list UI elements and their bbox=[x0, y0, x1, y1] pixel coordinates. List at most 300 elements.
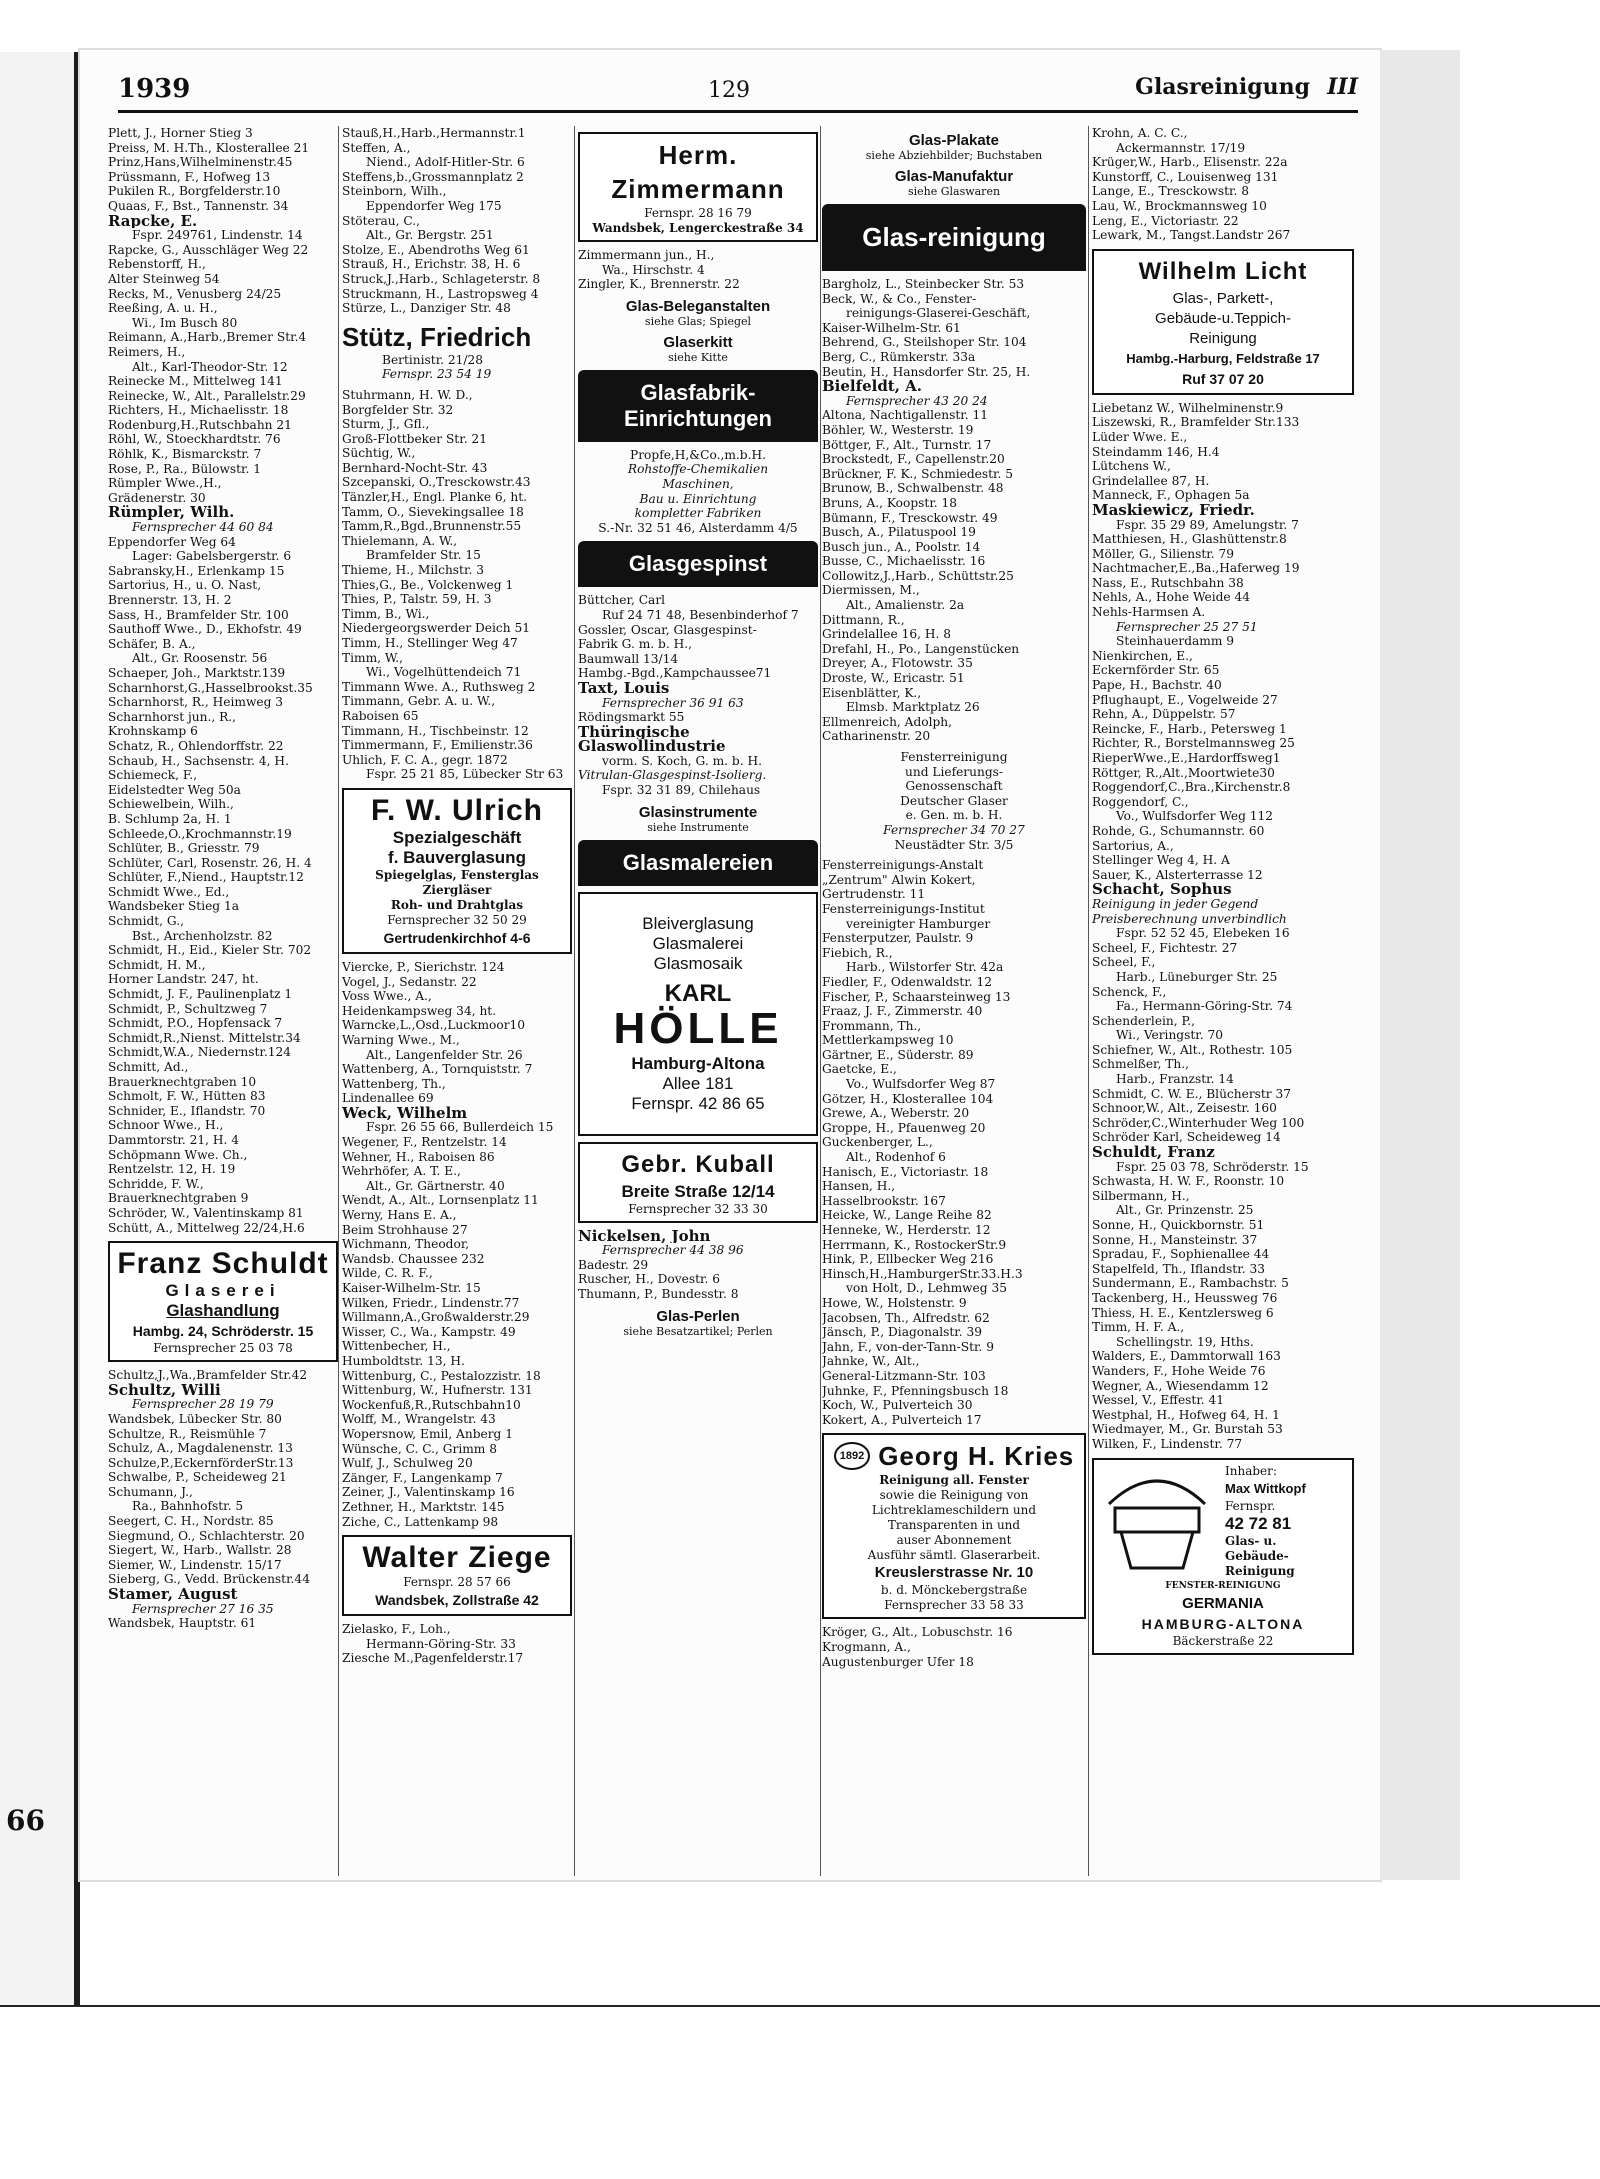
list-item: Fensterputzer, Paulstr. 9 bbox=[822, 931, 974, 946]
ad-line: Glas- u. bbox=[1225, 1533, 1277, 1548]
list-item: Schridde, F. W., bbox=[108, 1176, 204, 1191]
ad-zimmermann bbox=[578, 132, 818, 242]
list-item: Catharinenstr. 20 bbox=[822, 729, 931, 744]
list-item: Wulf, J., Schulweg 20 bbox=[342, 1456, 473, 1471]
list-item: Sauthoff Wwe., D., Ekhofstr. 49 bbox=[108, 622, 302, 637]
list-item: Stellinger Weg 4, H. A bbox=[1092, 853, 1230, 868]
entry-list bbox=[108, 1368, 338, 1631]
list-item: Beutin, H., Hansdorfer Str. 25, H. bbox=[822, 364, 1031, 379]
list-item: Brückner, F. K., Schmiedestr. 5 bbox=[822, 466, 1014, 481]
ad-phone: Fernsprecher 32 50 29 bbox=[387, 912, 527, 927]
header-year: 1939 bbox=[118, 74, 191, 104]
list-item: Raboisen 65 bbox=[342, 708, 419, 723]
list-item: Wegner, A., Wiesendamm 12 bbox=[1092, 1378, 1269, 1393]
list-item: Schütt, A., Mittelweg 22/24,H.6 bbox=[108, 1220, 305, 1235]
list-item: Grewe, A., Weberstr. 20 bbox=[822, 1106, 970, 1121]
list-item: Wendt, A., Alt., Lornsenplatz 11 bbox=[342, 1193, 539, 1208]
ad-street: Allee 181 bbox=[662, 1073, 734, 1093]
ad-arc-text: FENSTER-REINIGUNG bbox=[1165, 1580, 1281, 1591]
list-item: Wittenbecher, H., bbox=[342, 1339, 451, 1354]
list-item: Reeßing, A. u. H., bbox=[108, 301, 218, 316]
list-item: Humboldtstr. 13, H. bbox=[342, 1353, 465, 1368]
ad-city: HAMBURG-ALTONA bbox=[1141, 1615, 1305, 1632]
ad-address: Neustädter Str. 3/5 bbox=[894, 837, 1014, 852]
list-item: Krüger,W., Harb., Elisenstr. 22a bbox=[1092, 155, 1288, 170]
list-item: Fernsprecher 28 19 79 bbox=[132, 1397, 274, 1412]
list-item: Wandsbek, Lübecker Str. 80 bbox=[108, 1411, 282, 1426]
list-item: Herrmann, K., RostockerStr.9 bbox=[822, 1237, 1007, 1252]
list-item: Frommann, Th., bbox=[822, 1018, 922, 1033]
list-item: Grädenerstr. 30 bbox=[108, 490, 206, 505]
list-item: Augustenburger Ufer 18 bbox=[822, 1654, 974, 1669]
list-item: Timm, W., bbox=[342, 650, 404, 665]
list-item: Stapelfeld, Th., Iflandstr. 33 bbox=[1092, 1261, 1265, 1276]
list-item: Thumann, P., Bundesstr. 8 bbox=[578, 1287, 739, 1302]
list-item: Hanisch, E., Victoriastr. 18 bbox=[822, 1164, 989, 1179]
list-item: Steffens,b.,Grossmannplatz 2 bbox=[342, 169, 524, 184]
list-item: Willmann,A.,Großwalderstr.29 bbox=[342, 1310, 530, 1325]
list-item: Westphal, H., Hofweg 64, H. 1 bbox=[1092, 1407, 1280, 1422]
list-item: Hansen, H., bbox=[822, 1179, 896, 1194]
list-item: Schultz,J.,Wa.,Bramfelder Str.42 bbox=[108, 1368, 308, 1383]
list-item: Wandsbeker Stieg 1a bbox=[108, 899, 240, 914]
section-crossref: siehe Glaswaren bbox=[907, 185, 1001, 198]
list-item: RieperWwe.,E.,Hardorffsweg1 bbox=[1092, 751, 1281, 765]
column-rule bbox=[574, 126, 575, 1876]
list-item: Grindelallee 16, H. 8 bbox=[822, 627, 951, 642]
section-crossref: siehe Besatzartikel; Perlen bbox=[623, 1324, 773, 1338]
ad-street: Bäckerstraße 22 bbox=[1172, 1633, 1274, 1648]
list-item: Süchtig, W., bbox=[342, 446, 416, 461]
column-rule bbox=[338, 126, 339, 1876]
section-crossref: siehe Abziehbilder; Buchstaben bbox=[865, 149, 1043, 162]
list-item: Rebenstorff, H., bbox=[108, 257, 206, 272]
list-item: Beim Strohhause 27 bbox=[342, 1222, 468, 1237]
ad-line: Reinigung bbox=[1189, 329, 1257, 347]
list-item: Lau, W., Brockmannsweg 10 bbox=[1092, 198, 1267, 213]
list-item: Schaub, H., Sachsenstr. 4, H. bbox=[108, 753, 289, 768]
list-item: Wittenburg, C., Pestalozzistr. 18 bbox=[342, 1368, 541, 1383]
ad-stuetz bbox=[342, 322, 572, 382]
list-item: Warncke,L.,Osd.,Luckmoor10 bbox=[342, 1018, 526, 1033]
ad-line: Glasmosaik bbox=[653, 953, 743, 973]
list-item: Wandsbek, Hauptstr. 61 bbox=[108, 1616, 257, 1631]
list-item: Weck, Wilhelm bbox=[342, 1105, 468, 1121]
list-item: Schiemeck, F., bbox=[108, 768, 198, 783]
list-item: Kokert, A., Pulverteich 17 bbox=[822, 1412, 982, 1427]
list-item: Struck,J.,Harb., Schlageterstr. 8 bbox=[342, 271, 541, 286]
list-item: Steinborn, Wilh., bbox=[342, 184, 447, 199]
list-item: Jacobsen, Th., Alfredstr. 62 bbox=[822, 1310, 990, 1325]
ad-line: Gebäude-u.Teppich- bbox=[1155, 309, 1291, 327]
list-item: Fraaz, J. F., Zimmerstr. 40 bbox=[822, 1004, 983, 1019]
ad-line: b. d. Mönckebergstraße bbox=[880, 1583, 1028, 1598]
list-item: Sartorius, A., bbox=[1092, 838, 1174, 853]
list-item: Wi., Im Busch 80 bbox=[132, 315, 238, 330]
ad-line: Deutscher Glaser bbox=[900, 793, 1008, 808]
column-1 bbox=[108, 126, 338, 1631]
list-item: Schumann, J., bbox=[108, 1484, 193, 1499]
list-item: Eppendorfer Weg 64 bbox=[108, 534, 236, 549]
list-item: Schulz, A., Magdalenenstr. 13 bbox=[108, 1441, 293, 1456]
list-item: Viercke, P., Sierichstr. 124 bbox=[342, 959, 505, 974]
ad-address: Hambg.-Harburg, Feldstraße 17 bbox=[1126, 350, 1320, 366]
list-item: Wi., Vogelhüttendeich 71 bbox=[366, 665, 522, 680]
scanner-background bbox=[0, 2005, 1600, 2179]
list-item: Zeiner, J., Valentinskamp 16 bbox=[342, 1485, 515, 1500]
list-item: von Holt, D., Lehmweg 35 bbox=[846, 1281, 1007, 1296]
list-item: Silbermann, H., bbox=[1092, 1188, 1190, 1203]
list-item: Bümann, F., Tresckowstr. 49 bbox=[822, 510, 998, 525]
list-item: Röhlk, K., Bismarckstr. 7 bbox=[108, 447, 262, 462]
list-item: Drefahl, H., Po., Langenstücken bbox=[822, 641, 1020, 656]
ad-line: Glaserei bbox=[165, 1281, 281, 1301]
column-rule bbox=[1088, 126, 1089, 1876]
list-item: Rapcke, E. bbox=[108, 213, 198, 229]
list-item: Pape, H., Bachstr. 40 bbox=[1092, 678, 1222, 693]
ad-genossenschaft bbox=[822, 750, 1086, 852]
ad-line: kompletter Fabriken bbox=[634, 506, 762, 521]
ad-phone-label: Fernspr. bbox=[1225, 1498, 1276, 1513]
list-item: Wolff, M., Wrangelstr. 43 bbox=[342, 1412, 496, 1427]
list-item: Fspr. 25 21 85, Lübecker Str 63 bbox=[366, 767, 564, 782]
list-item: Jahnke, W., Alt., bbox=[822, 1354, 920, 1369]
list-item: Timmann Wwe. A., Ruthsweg 2 bbox=[342, 679, 536, 694]
section-heading: Glas-Manufaktur bbox=[894, 168, 1014, 185]
list-item: Wanders, F., Hohe Weide 76 bbox=[1092, 1363, 1266, 1378]
ad-address: Gertrudenkirchhof 4-6 bbox=[383, 929, 531, 946]
list-item: Dreyer, A., Flotowstr. 35 bbox=[822, 656, 973, 671]
list-item: Alt., Gr. Gärtnerstr. 40 bbox=[366, 1178, 505, 1193]
list-item: Fernsprecher 36 91 63 bbox=[602, 695, 744, 710]
list-item: Schlüter, B., Griesstr. 79 bbox=[108, 841, 260, 856]
list-item: Fiebich, R., bbox=[822, 945, 893, 960]
list-item: Wegener, F., Rentzelstr. 14 bbox=[342, 1135, 507, 1150]
header-page-number: 129 bbox=[708, 78, 750, 103]
ad-germania bbox=[1092, 1458, 1354, 1655]
list-item: Ackermannstr. 17/19 bbox=[1116, 140, 1246, 155]
list-item: Wopersnow, Emil, Anberg 1 bbox=[342, 1426, 513, 1441]
ad-phone: Fernspr. 28 57 66 bbox=[403, 1575, 511, 1590]
list-item: Sturm, J., Gfl., bbox=[342, 417, 430, 432]
list-item: Steinhauerdamm 9 bbox=[1116, 634, 1235, 649]
list-item: Heidenkampsweg 34, ht. bbox=[342, 1003, 497, 1018]
list-item: Hermann-Göring-Str. 33 bbox=[366, 1636, 516, 1651]
list-item: Prinz,Hans,Wilhelminenstr.45 bbox=[108, 155, 293, 170]
list-item: Busch jun., A., Poolstr. 14 bbox=[822, 539, 981, 554]
list-item: Mettlerkampsweg 10 bbox=[822, 1033, 954, 1048]
section-banner: Glasfabrik-Einrichtungen bbox=[578, 370, 818, 442]
list-item: Hinsch,H.,HamburgerStr.33.H.3 bbox=[822, 1266, 1023, 1281]
ad-georg-kries bbox=[822, 1433, 1086, 1619]
list-item: Sass, H., Bramfelder Str. 100 bbox=[108, 607, 289, 622]
list-item: Vo., Wulfsdorfer Weg 112 bbox=[1116, 809, 1274, 824]
ad-propfe bbox=[578, 448, 818, 536]
list-item: Groß-Flottbeker Str. 21 bbox=[342, 431, 487, 446]
list-item: Nickelsen, John bbox=[578, 1228, 711, 1244]
list-item: Schmidt, P., Schultzweg 7 bbox=[108, 1001, 268, 1016]
list-item: Schnoor Wwe., H., bbox=[108, 1118, 224, 1133]
list-item: Rose, P., Ra., Bülowstr. 1 bbox=[108, 461, 262, 476]
list-item: Fernsprecher 27 16 35 bbox=[132, 1601, 274, 1616]
list-item: Rapcke, G., Ausschläger Weg 22 bbox=[108, 242, 309, 257]
column-4 bbox=[822, 126, 1086, 1669]
list-item: „Zentrum" Alwin Kokert, bbox=[822, 872, 976, 887]
ad-phone: Fernsprecher 33 58 33 bbox=[884, 1598, 1024, 1613]
list-item: Schiefner, W., Alt., Rothestr. 105 bbox=[1092, 1042, 1293, 1057]
list-item: Seegert, C. H., Nordstr. 85 bbox=[108, 1514, 274, 1529]
list-item: Ziche, C., Lattenkamp 98 bbox=[342, 1514, 499, 1529]
section-crossref: siehe Kitte bbox=[668, 350, 728, 364]
list-item: Reimers, H., bbox=[108, 344, 186, 359]
list-item: Wilde, C. R. F., bbox=[342, 1266, 433, 1281]
list-item: Alter Steinweg 54 bbox=[108, 271, 220, 286]
list-item: Henneke, W., Herderstr. 12 bbox=[822, 1223, 991, 1237]
ad-first-name: KARL bbox=[664, 979, 732, 1007]
list-item: Alt., Gr. Roosenstr. 56 bbox=[132, 651, 268, 666]
list-item: Glaswollindustrie bbox=[578, 739, 726, 754]
list-item: Schaeper, Joh., Marktstr.139 bbox=[108, 665, 286, 680]
list-item: Schmidt,W.A., Niedernstr.124 bbox=[108, 1045, 291, 1060]
list-item: Thies, P., Talstr. 59, H. 3 bbox=[342, 592, 492, 607]
list-item: Vitrulan-Glasgespinst-Isolierg. bbox=[578, 768, 767, 783]
list-item: Nass, E., Rutschbahn 38 bbox=[1092, 575, 1244, 590]
list-item: Alt., Gr. Bergstr. 251 bbox=[366, 228, 494, 243]
ad-name: Propfe,H,&Co.,m.b.H. bbox=[630, 447, 766, 462]
ad-line: Roh- und Drahtglas bbox=[390, 897, 524, 912]
column-3 bbox=[578, 126, 818, 1344]
list-item: Fspr. 25 03 78, Schröderstr. 15 bbox=[1116, 1159, 1309, 1174]
list-item: Hink, P., Ellbecker Weg 216 bbox=[822, 1252, 994, 1267]
list-item: Schenderlein, P., bbox=[1092, 1013, 1196, 1028]
list-item: Sonne, H., Mansteinstr. 37 bbox=[1092, 1232, 1258, 1247]
list-item: Szcepanski, O.,Tresckowstr.43 bbox=[342, 475, 531, 490]
list-item: Alt., Amalienstr. 2a bbox=[846, 598, 965, 613]
list-item: General-Litzmann-Str. 103 bbox=[822, 1368, 986, 1383]
ad-phone: Fernspr. 42 86 65 bbox=[631, 1093, 765, 1113]
list-item: Krohn, A. C. C., bbox=[1092, 126, 1188, 140]
list-item: Lewark, M., Tangst.Landstr 267 bbox=[1092, 228, 1291, 243]
ad-line: Gebäude- bbox=[1225, 1548, 1289, 1563]
list-item: Richters, H., Michaelisstr. 18 bbox=[108, 403, 289, 418]
list-item: Heicke, W., Lange Reihe 82 bbox=[822, 1208, 992, 1223]
list-item: Uhlich, F. C. A., gegr. 1872 bbox=[342, 752, 508, 767]
ad-city: Hamburg-Altona bbox=[631, 1053, 765, 1073]
ad-karl-hoelle bbox=[578, 892, 818, 1136]
list-item: Fernsprecher 25 27 51 bbox=[1116, 619, 1258, 634]
list-item: Schmidt Wwe., Ed., bbox=[108, 884, 230, 899]
list-item: Scharnhorst jun., R., bbox=[108, 709, 237, 724]
list-item: Preiss, M. H.Th., Klosterallee 21 bbox=[108, 140, 310, 155]
list-item: Reinecke, W., Alt., Parallelstr.29 bbox=[108, 388, 306, 403]
list-item: Pukilen R., Borgfelderstr.10 bbox=[108, 184, 281, 199]
list-item: Roggendorf,C.,Bra.,Kirchenstr.8 bbox=[1092, 780, 1291, 795]
list-item: Sabransky,H., Erlenkamp 15 bbox=[108, 563, 285, 578]
ad-name: Franz Schuldt bbox=[117, 1247, 329, 1281]
list-item: Guckenberger, L., bbox=[822, 1135, 933, 1150]
list-item: reinigungs-Glaserei-Geschäft, bbox=[846, 306, 1031, 321]
ad-address: Wandsbek, Zollstraße 42 bbox=[375, 1592, 539, 1609]
list-item: Schmidt,R.,Nienst. Mittelstr.34 bbox=[108, 1030, 301, 1045]
list-item: Tackenberg, H., Heussweg 76 bbox=[1092, 1290, 1278, 1305]
list-item: Fensterreinigungs-Institut bbox=[822, 901, 985, 916]
list-item: Vo., Wulfsdorfer Weg 87 bbox=[846, 1077, 996, 1092]
list-item: Möller, G., Silienstr. 79 bbox=[1092, 546, 1234, 561]
list-item: Zingler, K., Brennerstr. 22 bbox=[578, 277, 740, 292]
list-item: Nienkirchen, E., bbox=[1092, 648, 1193, 663]
ad-line: Lichtreklameschildern und bbox=[871, 1503, 1037, 1518]
list-item: Alt., Rodenhof 6 bbox=[846, 1150, 946, 1165]
list-item: Maskiewicz, Friedr. bbox=[1092, 502, 1255, 518]
list-item: Gärtner, E., Süderstr. 89 bbox=[822, 1047, 974, 1062]
entry-list bbox=[578, 1229, 818, 1302]
list-item: Hasselbrookstr. 167 bbox=[822, 1193, 946, 1208]
list-item: Koch, W., Pulverteich 30 bbox=[822, 1398, 973, 1413]
ad-line: Glas-, Parkett-, bbox=[1172, 289, 1274, 307]
list-item: Strauß, H., Erichstr. 38, H. 6 bbox=[342, 257, 521, 272]
list-item: Lütchens W., bbox=[1092, 459, 1171, 474]
list-item: Schmolt, F. W., Hütten 83 bbox=[108, 1089, 266, 1104]
list-item: Reinecke M., Mittelweg 141 bbox=[108, 374, 283, 389]
list-item: Wehner, H., Raboisen 86 bbox=[342, 1149, 495, 1164]
ad-name: Herm. Zimmermann bbox=[611, 140, 785, 204]
list-item: Fspr. 26 55 66, Bullerdeich 15 bbox=[366, 1120, 554, 1135]
ad-line: Glasmalerei bbox=[652, 933, 744, 953]
list-item: Fiedler, F., Odenwaldstr. 12 bbox=[822, 974, 993, 989]
list-item: Harb., Franzstr. 14 bbox=[1116, 1072, 1234, 1087]
list-item: Schenck, F., bbox=[1092, 984, 1167, 999]
list-item: Wünsche, C. C., Grimm 8 bbox=[342, 1441, 497, 1456]
list-item: Eckernförder Str. 65 bbox=[1092, 663, 1220, 678]
list-item: Götzer, H., Klosterallee 104 bbox=[822, 1091, 994, 1106]
list-item: Diermissen, M., bbox=[822, 583, 920, 598]
list-item: Rümpler, Wilh. bbox=[108, 505, 235, 521]
list-item: Schröder Karl, Scheideweg 14 bbox=[1092, 1130, 1281, 1145]
ad-address: Hambg. 24, Schröderstr. 15 bbox=[132, 1323, 314, 1340]
column-rule bbox=[820, 126, 821, 1876]
ad-line: auser Abonnement bbox=[896, 1533, 1012, 1548]
ad-phone: 42 72 81 bbox=[1225, 1513, 1292, 1533]
list-item: Schmidt, G., bbox=[108, 914, 184, 929]
list-item: Thiess, H. E., Kentzlersweg 6 bbox=[1092, 1305, 1274, 1320]
list-item: Nachtmacher,E.,Ba.,Haferweg 19 bbox=[1092, 561, 1300, 576]
ad-franz-schuldt bbox=[108, 1241, 338, 1362]
list-item: Thielemann, A. W., bbox=[342, 533, 458, 548]
list-item: Schultze, R., Reismühle 7 bbox=[108, 1426, 267, 1441]
list-item: Steffen, A., bbox=[342, 140, 411, 155]
list-item: vereinigter Hamburger bbox=[846, 916, 991, 931]
list-item: Reincke, F., Harb., Petersweg 1 bbox=[1092, 721, 1287, 736]
header-volume: III bbox=[1327, 74, 1358, 100]
entry-list bbox=[342, 388, 572, 782]
list-item: Alt., Langenfelder Str. 26 bbox=[366, 1047, 523, 1062]
list-item: Wisser, C., Wa., Kampstr. 49 bbox=[342, 1324, 516, 1339]
list-item: Bielfeldt, A. bbox=[822, 379, 923, 394]
list-item: Preisberechnung unverbindlich bbox=[1092, 911, 1287, 926]
list-item: Schnoor,W., Alt., Zeisestr. 160 bbox=[1092, 1101, 1277, 1116]
list-item: Fernsprecher 44 60 84 bbox=[132, 520, 274, 535]
list-item: Wi., Veringstr. 70 bbox=[1116, 1028, 1223, 1043]
list-item: Schmidt, H., Eid., Kieler Str. 702 bbox=[108, 943, 312, 958]
list-item: Schleede,O.,Krochmannstr.19 bbox=[108, 826, 292, 841]
list-item: Brauerknechtgraben 10 bbox=[108, 1074, 257, 1089]
list-item: Groppe, H., Pfauenweg 20 bbox=[822, 1120, 986, 1135]
list-item: Brauerknechtgraben 9 bbox=[108, 1191, 249, 1206]
ad-line: Bau u. Einrichtung bbox=[639, 491, 757, 506]
list-item: Timmann, H., Tischbeinstr. 12 bbox=[342, 723, 529, 738]
list-item: Ellmenreich, Adolph, bbox=[822, 714, 953, 729]
list-item: Wattenberg, Th., bbox=[342, 1076, 446, 1091]
ad-line: Reinigung all. Fenster bbox=[879, 1473, 1029, 1488]
list-item: Schmelßer, Th., bbox=[1092, 1057, 1190, 1072]
entry-list bbox=[822, 277, 1086, 744]
list-item: Stuhrmann, H. W. D., bbox=[342, 387, 473, 402]
list-item: Thieme, H., Milchstr. 3 bbox=[342, 563, 484, 578]
list-item: Tänzler,H., Engl. Planke 6, ht. bbox=[342, 490, 528, 505]
list-item: vorm. S. Koch, G. m. b. H. bbox=[602, 753, 762, 768]
ad-name: HÖLLE bbox=[613, 1003, 783, 1053]
list-item: Fischer, P., Schaarsteinweg 13 bbox=[822, 989, 1011, 1004]
ad-phone: Fernsprecher 25 03 78 bbox=[153, 1341, 293, 1356]
list-item: Sauer, K., Alsterterrasse 12 bbox=[1092, 867, 1263, 882]
list-item: Stauß,H.,Harb.,Hermannstr.1 bbox=[342, 126, 526, 140]
ad-line: Ausführ sämtl. Glaserarbeit. bbox=[867, 1548, 1041, 1563]
list-item: Stolze, E., Abendroths Weg 61 bbox=[342, 242, 530, 257]
list-item: Harb., Wilstorfer Str. 42a bbox=[846, 960, 1004, 975]
list-item: Scheel, F., Fichtestr. 27 bbox=[1092, 940, 1238, 955]
list-item: Behrend, G., Steilshoper Str. 104 bbox=[822, 335, 1027, 350]
ad-name: Gebr. Kuball bbox=[621, 1150, 775, 1178]
list-item: Schatz, R., Ohlendorffstr. 22 bbox=[108, 738, 284, 753]
list-item: Rohde, G., Schumannstr. 60 bbox=[1092, 823, 1265, 838]
list-item: Schlüter, Carl, Rosenstr. 26, H. 4 bbox=[108, 855, 312, 870]
ad-address: Kreuslerstrasse Nr. 10 bbox=[874, 1564, 1034, 1582]
list-item: Ra., Bahnhofstr. 5 bbox=[132, 1499, 244, 1514]
list-item: Timm, B., Wi., bbox=[342, 606, 430, 621]
list-item: Ziesche M.,Pagenfelderstr.17 bbox=[342, 1651, 524, 1666]
list-item: Timmann, Gebr. A. u. W., bbox=[342, 694, 496, 709]
list-item: Fensterreinigungs-Anstalt bbox=[822, 858, 984, 873]
list-item: Fspr. 249761, Lindenstr. 14 bbox=[132, 228, 303, 243]
entry-list bbox=[342, 126, 572, 316]
ad-line: Ziergläser bbox=[422, 882, 492, 897]
entry-list bbox=[578, 248, 818, 292]
list-item: Droste, W., Ericastr. 51 bbox=[822, 671, 965, 686]
ad-owner-block bbox=[1225, 1464, 1306, 1579]
list-item: Hambg.-Bgd.,Kampchaussee71 bbox=[578, 666, 772, 681]
list-item: Bargholz, L., Steinbecker Str. 53 bbox=[822, 277, 1025, 291]
list-item: Jänsch, P., Diagonalstr. 39 bbox=[822, 1325, 983, 1340]
entry-list bbox=[822, 1625, 1086, 1669]
list-item: Schmidt, P.O., Hopfensack 7 bbox=[108, 1016, 283, 1031]
list-item: Plett, J., Horner Stieg 3 bbox=[108, 126, 253, 140]
ad-owner: Max Wittkopf bbox=[1225, 1480, 1306, 1496]
ad-phone: Fernspr. 23 54 19 bbox=[382, 367, 492, 382]
list-item: Ruscher, H., Dovestr. 6 bbox=[578, 1272, 720, 1287]
list-item: Dittmann, R., bbox=[822, 612, 905, 627]
ad-line: Fensterreinigung bbox=[900, 750, 1008, 764]
list-item: Baumwall 13/14 bbox=[578, 651, 679, 666]
list-item: Thüringische bbox=[578, 724, 690, 740]
list-item: Kaiser-Wilhelm-Str. 15 bbox=[342, 1281, 481, 1295]
list-item: Röttger, R.,Alt.,Moortwiete30 bbox=[1092, 765, 1275, 780]
ad-line: Transparenten in und bbox=[887, 1518, 1021, 1533]
list-item: Fabrik G. m. b. H., bbox=[578, 637, 692, 652]
list-item: Schmidt, C. W. E., Blücherstr 37 bbox=[1092, 1086, 1292, 1101]
list-item: Sartorius, H., u. O. Nast, bbox=[108, 578, 262, 593]
ad-line: und Lieferungs- bbox=[905, 764, 1003, 779]
list-item: Siemer, W., Lindenstr. 15/17 bbox=[108, 1557, 282, 1572]
